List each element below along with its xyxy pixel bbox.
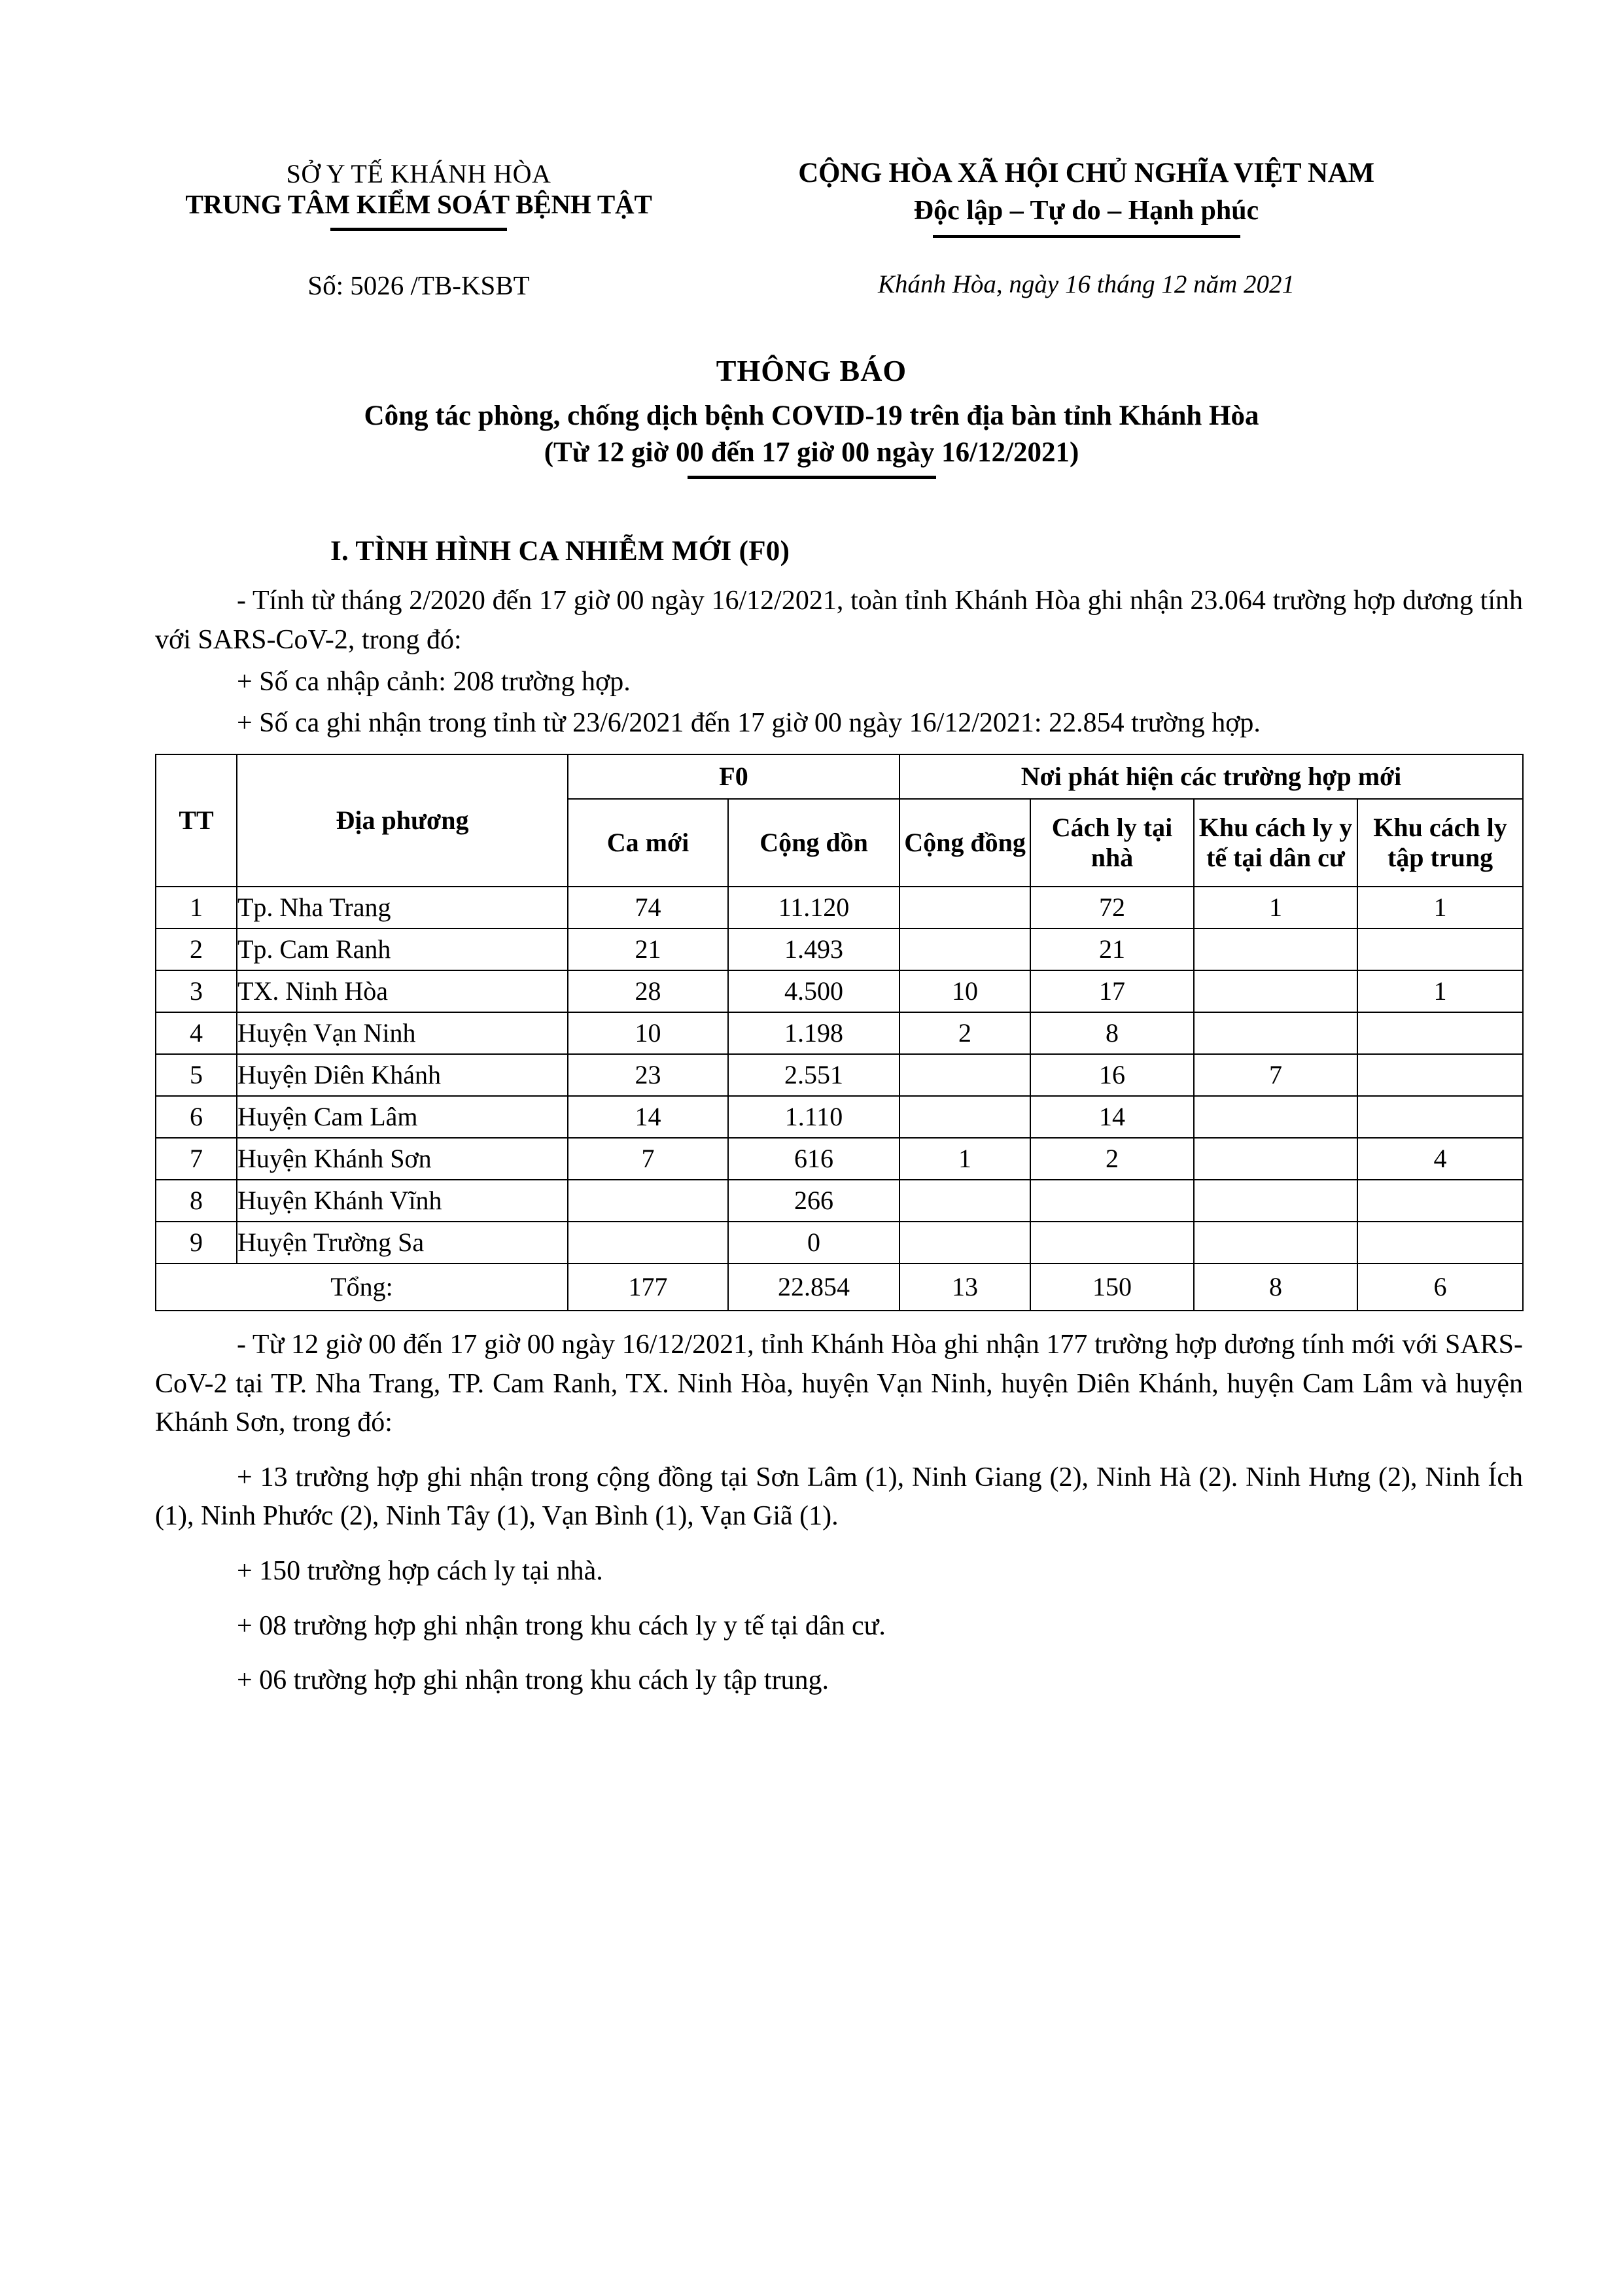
row-new-cases: 10 <box>568 1012 728 1054</box>
row-cumulative: 2.551 <box>728 1054 899 1096</box>
table-row <box>156 1222 1523 1263</box>
after-table-bullet-3: + 08 trường hợp ghi nhận trong khu cách ly y tế tại dân cư. <box>237 1610 886 1641</box>
section-heading-1: I. TÌNH HÌNH CA NHIỄM MỚI (F0) <box>330 536 790 567</box>
total-label: Tổng: <box>156 1263 568 1311</box>
table-foot <box>156 1263 1523 1311</box>
row-new-cases: 74 <box>568 887 728 928</box>
row-home-quarantine <box>1030 1222 1194 1263</box>
row-concentrated <box>1357 1222 1523 1263</box>
col-header-concentrated: Khu cách ly tập trung <box>1357 799 1523 887</box>
org-line-department: SỞ Y TẾ KHÁNH HÒA <box>286 159 551 188</box>
col-header-community: Cộng đồng <box>899 799 1030 887</box>
row-index: 6 <box>156 1096 237 1138</box>
row-community <box>899 1096 1030 1138</box>
total-concentrated: 6 <box>1357 1263 1523 1311</box>
row-concentrated <box>1357 1054 1523 1096</box>
row-concentrated <box>1357 928 1523 970</box>
row-medical-residential <box>1194 1138 1357 1180</box>
row-place: Huyện Khánh Vĩnh <box>237 1180 568 1222</box>
row-concentrated: 1 <box>1357 887 1523 928</box>
document-number: Số: 5026 /TB-KSBT <box>307 270 530 301</box>
motto-underline-rule <box>933 235 1240 238</box>
row-medical-residential <box>1194 928 1357 970</box>
row-index: 8 <box>156 1180 237 1222</box>
col-header-home-quarantine: Cách ly tại nhà <box>1030 799 1194 887</box>
issuing-org-block <box>157 157 680 238</box>
title-period: (Từ 12 giờ 00 đến 17 giờ 00 ngày 16/12/2021) <box>544 436 1079 468</box>
row-place: Huyện Cam Lâm <box>237 1096 568 1138</box>
table-row <box>156 928 1523 970</box>
row-place: Tp. Cam Ranh <box>237 928 568 970</box>
row-medical-residential <box>1194 1096 1357 1138</box>
title-subtitle: Công tác phòng, chống dịch bệnh COVID-19 trên địa bàn tỉnh Khánh Hòa <box>364 400 1259 431</box>
row-community <box>899 1054 1030 1096</box>
covid-cases-table <box>155 754 1524 1311</box>
table-row <box>156 887 1523 928</box>
after-table-bullet-1: + 13 trường hợp ghi nhận trong cộng đồng tại Sơn Lâm (1), Ninh Giang (2), Ninh Hà (2). Ninh Hưng (2), Ninh Ích (1), Ninh Phước (2), Ninh Tây (1), Vạn Bình (1), Vạn Giã (1). <box>155 1462 1523 1532</box>
col-header-new-cases: Ca mới <box>568 799 728 887</box>
section1-after-table <box>155 1326 1523 1701</box>
row-cumulative: 4.500 <box>728 970 899 1012</box>
table-row <box>156 1180 1523 1222</box>
row-cumulative: 11.120 <box>728 887 899 928</box>
row-home-quarantine: 8 <box>1030 1012 1194 1054</box>
row-home-quarantine: 72 <box>1030 887 1194 928</box>
section1-paragraph-2: + Số ca nhập cảnh: 208 trường hợp. <box>237 666 631 697</box>
after-table-paragraph: - Từ 12 giờ 00 đến 17 giờ 00 ngày 16/12/2021, tỉnh Khánh Hòa ghi nhận 177 trường hợp dương tính mới với SARS-CoV-2 tại TP. Nha Trang, TP. Cam Ranh, TX. Ninh Hòa, huyện Vạn Ninh, huyện Diên Khánh, huyện Cam Lâm và huyện Khánh Sơn, trong đó: <box>155 1329 1523 1438</box>
row-index: 4 <box>156 1012 237 1054</box>
row-new-cases: 21 <box>568 928 728 970</box>
table-row <box>156 1096 1523 1138</box>
row-concentrated <box>1357 1096 1523 1138</box>
national-motto: Độc lập – Tự do – Hạnh phúc <box>913 195 1259 226</box>
title-underline-rule <box>688 476 936 479</box>
row-medical-residential: 7 <box>1194 1054 1357 1096</box>
row-index: 1 <box>156 887 237 928</box>
national-title: CỘNG HÒA XÃ HỘI CHỦ NGHĨA VIỆT NAM <box>798 158 1374 188</box>
row-new-cases <box>568 1222 728 1263</box>
row-index: 2 <box>156 928 237 970</box>
row-cumulative: 1.110 <box>728 1096 899 1138</box>
table-row <box>156 1012 1523 1054</box>
col-group-header-detection-place: Nơi phát hiện các trường hợp mới <box>899 754 1523 799</box>
row-place: Huyện Diên Khánh <box>237 1054 568 1096</box>
row-cumulative: 0 <box>728 1222 899 1263</box>
row-index: 7 <box>156 1138 237 1180</box>
total-cumulative: 22.854 <box>728 1263 899 1311</box>
row-community <box>899 1180 1030 1222</box>
table-head <box>156 754 1523 887</box>
row-concentrated <box>1357 1180 1523 1222</box>
document-body <box>0 535 1623 1701</box>
total-home-quarantine: 150 <box>1030 1263 1194 1311</box>
row-home-quarantine: 17 <box>1030 970 1194 1012</box>
row-medical-residential <box>1194 1180 1357 1222</box>
row-concentrated: 1 <box>1357 970 1523 1012</box>
row-cumulative: 616 <box>728 1138 899 1180</box>
row-home-quarantine <box>1030 1180 1194 1222</box>
after-table-bullet-2: + 150 trường hợp cách ly tại nhà. <box>237 1556 603 1587</box>
table-total-row <box>156 1263 1523 1311</box>
document-header <box>0 0 1623 238</box>
row-new-cases: 23 <box>568 1054 728 1096</box>
row-community: 10 <box>899 970 1030 1012</box>
col-header-place: Địa phương <box>237 754 568 887</box>
row-index: 5 <box>156 1054 237 1096</box>
row-community <box>899 928 1030 970</box>
org-underline-rule <box>330 228 507 231</box>
page-title: THÔNG BÁO <box>716 354 907 388</box>
row-community <box>899 1222 1030 1263</box>
col-group-header-f0: F0 <box>568 754 899 799</box>
row-medical-residential: 1 <box>1194 887 1357 928</box>
table-row <box>156 1054 1523 1096</box>
row-medical-residential <box>1194 1222 1357 1263</box>
table-row <box>156 970 1523 1012</box>
row-cumulative: 266 <box>728 1180 899 1222</box>
row-concentrated <box>1357 1012 1523 1054</box>
row-place: Huyện Vạn Ninh <box>237 1012 568 1054</box>
row-cumulative: 1.198 <box>728 1012 899 1054</box>
org-line-center: TRUNG TÂM KIỂM SOÁT BỆNH TẬT <box>185 188 652 219</box>
total-medical-residential: 8 <box>1194 1263 1357 1311</box>
document-subheader <box>0 270 1623 301</box>
total-community: 13 <box>899 1263 1030 1311</box>
national-heading-block <box>680 157 1492 238</box>
table-body <box>156 887 1523 1263</box>
row-place: Huyện Trường Sa <box>237 1222 568 1263</box>
row-home-quarantine: 2 <box>1030 1138 1194 1180</box>
row-new-cases: 28 <box>568 970 728 1012</box>
after-table-bullet-4: + 06 trường hợp ghi nhận trong khu cách ly tập trung. <box>237 1665 829 1696</box>
place-and-date: Khánh Hòa, ngày 16 tháng 12 năm 2021 <box>878 270 1295 299</box>
row-new-cases: 14 <box>568 1096 728 1138</box>
row-community: 1 <box>899 1138 1030 1180</box>
col-header-tt: TT <box>156 754 237 887</box>
row-home-quarantine: 21 <box>1030 928 1194 970</box>
row-community: 2 <box>899 1012 1030 1054</box>
section1-paragraph-3: + Số ca ghi nhận trong tỉnh từ 23/6/2021 đến 17 giờ 00 ngày 16/12/2021: 22.854 trường hợp. <box>237 708 1261 739</box>
row-new-cases: 7 <box>568 1138 728 1180</box>
row-concentrated: 4 <box>1357 1138 1523 1180</box>
table-row <box>156 1138 1523 1180</box>
row-place: Huyện Khánh Sơn <box>237 1138 568 1180</box>
col-header-medical-residential: Khu cách ly y tế tại dân cư <box>1194 799 1357 887</box>
row-community <box>899 887 1030 928</box>
row-place: Tp. Nha Trang <box>237 887 568 928</box>
row-new-cases <box>568 1180 728 1222</box>
row-medical-residential <box>1194 1012 1357 1054</box>
row-cumulative: 1.493 <box>728 928 899 970</box>
document-title-block <box>0 352 1623 479</box>
table-header-group-row <box>156 754 1523 799</box>
row-place: TX. Ninh Hòa <box>237 970 568 1012</box>
section1-paragraph-1: - Tính từ tháng 2/2020 đến 17 giờ 00 ngày 16/12/2021, toàn tỉnh Khánh Hòa ghi nhận 23.064 trường hợp dương tính với SARS-CoV-2, trong đó: <box>155 586 1523 656</box>
col-header-cumulative: Cộng dồn <box>728 799 899 887</box>
row-index: 3 <box>156 970 237 1012</box>
row-home-quarantine: 14 <box>1030 1096 1194 1138</box>
row-home-quarantine: 16 <box>1030 1054 1194 1096</box>
total-new-cases: 177 <box>568 1263 728 1311</box>
row-medical-residential <box>1194 970 1357 1012</box>
row-index: 9 <box>156 1222 237 1263</box>
